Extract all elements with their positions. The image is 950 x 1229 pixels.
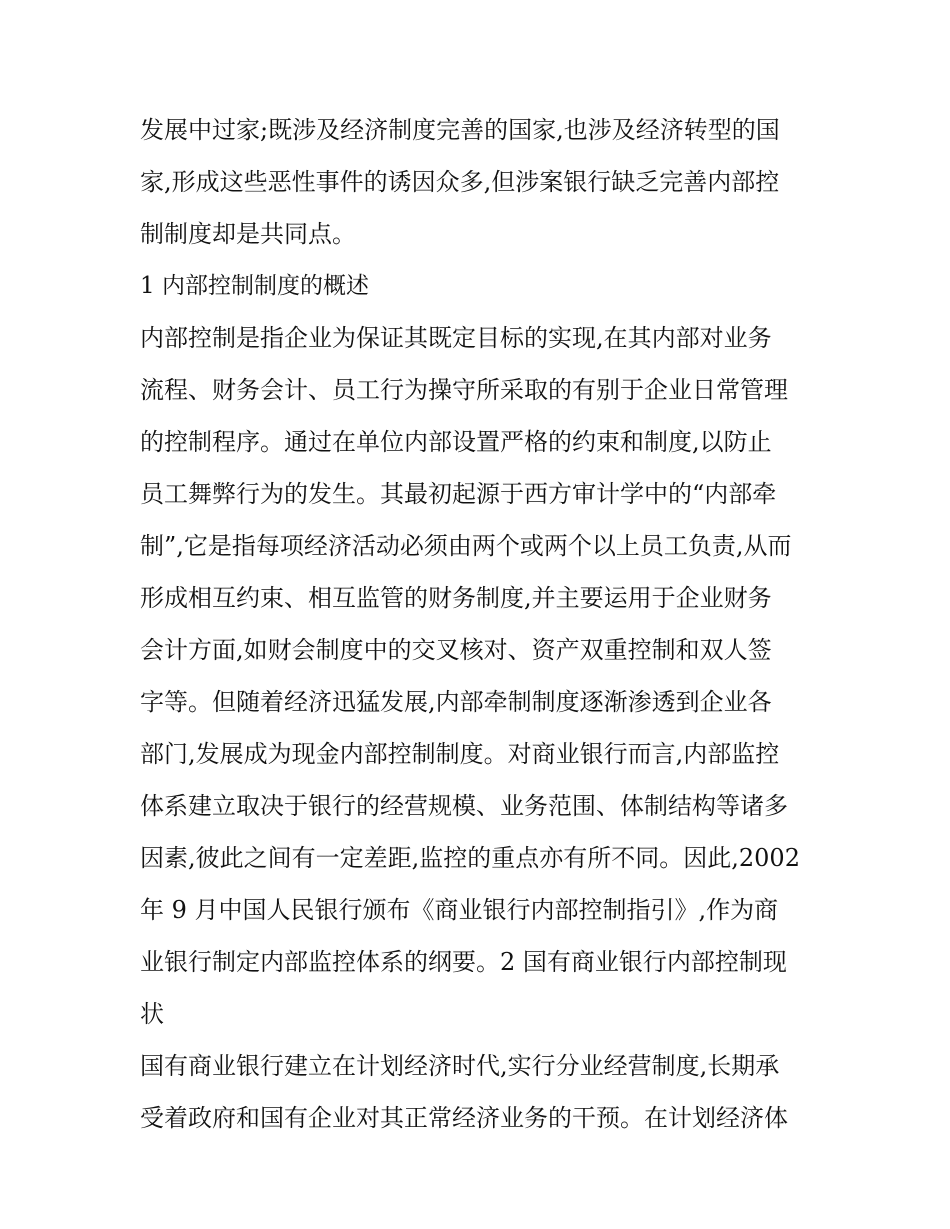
text-line: 体系建立取决于银行的经营规模、业务范围、体制结构等诸多 [140, 792, 788, 820]
text-line: 业银行制定内部监控体系的纲要。2 国有商业银行内部控制现 [140, 948, 787, 976]
paragraph-intro-continued [140, 104, 820, 260]
text-line: 形成相互约束、相互监管的财务制度,并主要运用于企业财务 [140, 584, 772, 612]
text-line: 流程、财务会计、员工行为操守所采取的有别于企业日常管理 [140, 376, 788, 404]
text-line: 发展中过家;既涉及经济制度完善的国家,也涉及经济转型的国 [140, 116, 780, 144]
text-line: 员工舞弊行为的发生。其最初起源于西方审计学中的“内部牵 [140, 480, 777, 508]
text-line: 制”,它是指每项经济活动必须由两个或两个以上员工负责,从而 [140, 532, 792, 560]
text-line: 状 [140, 1000, 164, 1028]
text-line: 内部控制是指企业为保证其既定目标的实现,在其内部对业务 [140, 324, 772, 352]
text-line: 会计方面,如财会制度中的交叉核对、资产双重控制和双人签 [140, 636, 772, 664]
section-heading: 1 内部控制制度的概述 [140, 273, 369, 299]
text-line: 部门,发展成为现金内部控制制度。对商业银行而言,内部监控 [140, 740, 780, 768]
text-line: 家,形成这些恶性事件的诱因众多,但涉案银行缺乏完善内部控 [140, 168, 780, 196]
text-line: 制制度却是共同点。 [140, 220, 356, 248]
text-line: 的控制程序。通过在单位内部设置严格的约束和制度,以防止 [140, 428, 772, 456]
section-heading-internal-control-overview [140, 260, 820, 312]
text-line: 年 9 月中国人民银行颁布《商业银行内部控制指引》,作为商 [140, 896, 779, 924]
text-line: 受着政府和国有企业对其正常经济业务的干预。在计划经济体 [140, 1104, 788, 1132]
paragraph-state-owned-banks [140, 1040, 820, 1144]
paragraph-internal-control-definition [140, 312, 820, 1040]
text-line: 因素,彼此之间有一定差距,监控的重点亦有所不同。因此,2002 [140, 844, 800, 872]
document-body [140, 104, 820, 1144]
text-line: 国有商业银行建立在计划经济时代,实行分业经营制度,长期承 [140, 1052, 780, 1080]
text-line: 字等。但随着经济迅猛发展,内部牵制制度逐渐渗透到企业各 [140, 688, 772, 716]
